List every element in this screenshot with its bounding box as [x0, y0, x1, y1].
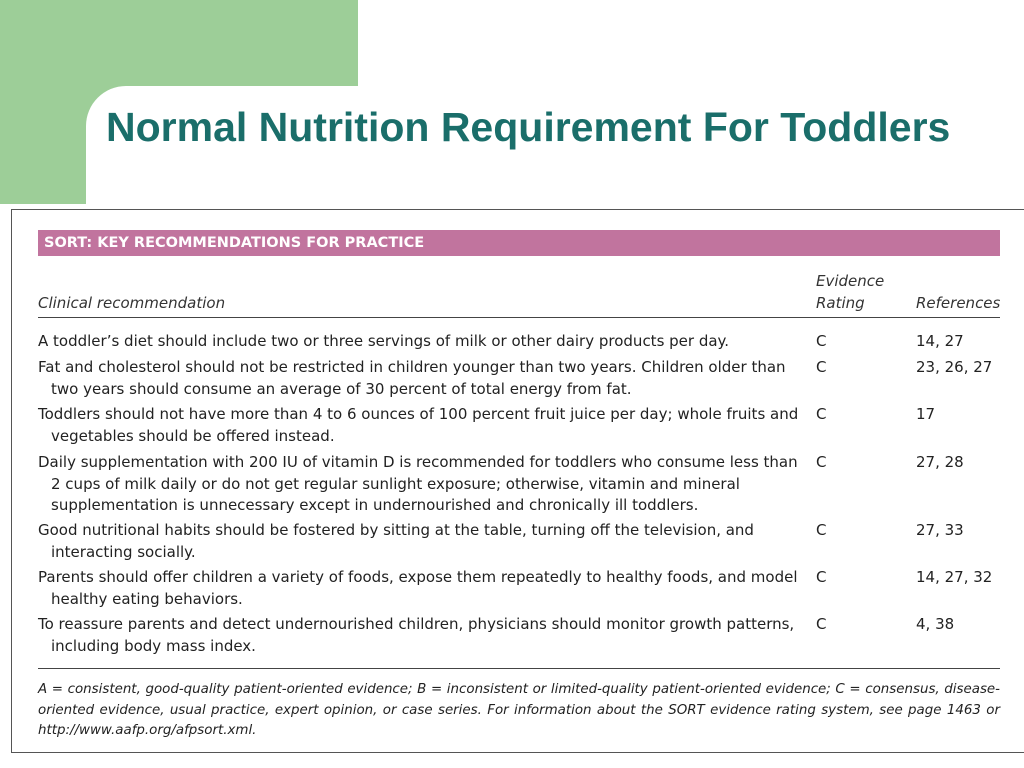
row-recommendation: To reassure parents and detect undernourished children, physicians should monitor growth patterns, including body mass index. — [38, 615, 795, 655]
sort-header-bar: SORT: KEY RECOMMENDATIONS FOR PRACTICE — [38, 230, 1000, 256]
row-evidence-rating: C — [816, 453, 827, 471]
row-recommendation: Toddlers should not have more than 4 to 6 ounces of 100 percent fruit juice per day; whole fruits and vegetables should be offered instead. — [38, 405, 799, 445]
evidence-footnote: A = consistent, good-quality patient-oriented evidence; B = inconsistent or limited-quality patient-oriented evidence; C = consensus, disease-oriented evidence, usual practice, expert opinion, or case series. For information about the SORT evidence rating system, see page 1463 or http://www.aafp.org/afpsort.xml. — [38, 682, 1000, 738]
row-recommendation: Daily supplementation with 200 IU of vitamin D is recommended for toddlers who consume less than 2 cups of milk daily or do not get regular sunlight exposure; otherwise, vitamin and mineral supplementation is unnecessary except in undernourished and chronically ill toddlers. — [38, 453, 798, 514]
row-references: 14, 27, 32 — [916, 568, 993, 586]
row-evidence-rating: C — [816, 332, 827, 350]
row-evidence-rating: C — [816, 568, 827, 586]
footnote-divider — [38, 668, 1000, 669]
row-recommendation: Good nutritional habits should be fostered by sitting at the table, turning off the television, and interacting socially. — [38, 521, 754, 561]
row-references: 4, 38 — [916, 615, 955, 633]
header-divider — [38, 317, 1000, 318]
sort-table-panel — [11, 209, 1024, 753]
row-references: 27, 33 — [916, 521, 964, 539]
row-references: 27, 28 — [916, 453, 964, 471]
row-references: 17 — [916, 405, 936, 423]
column-header-recommendation: Clinical recommendation — [38, 294, 226, 312]
row-references: 23, 26, 27 — [916, 358, 993, 376]
column-header-references: References — [916, 294, 1001, 312]
slide-title: Normal Nutrition Requirement For Toddlers — [106, 104, 951, 150]
row-evidence-rating: C — [816, 521, 827, 539]
column-header-evidence-line1: Evidence — [816, 272, 885, 290]
row-recommendation: Fat and cholesterol should not be restricted in children younger than two years. Children older than two years should consume an average of 30 percent of total energy from fat. — [38, 358, 786, 398]
column-header-evidence-line2: Rating — [816, 294, 865, 312]
row-evidence-rating: C — [816, 615, 827, 633]
row-references: 14, 27 — [916, 332, 964, 350]
row-recommendation: A toddler’s diet should include two or three servings of milk or other dairy products per day. — [38, 332, 730, 350]
row-recommendation: Parents should offer children a variety of foods, expose them repeatedly to healthy foods, and model healthy eating behaviors. — [38, 568, 798, 608]
row-evidence-rating: C — [816, 405, 827, 423]
row-evidence-rating: C — [816, 358, 827, 376]
